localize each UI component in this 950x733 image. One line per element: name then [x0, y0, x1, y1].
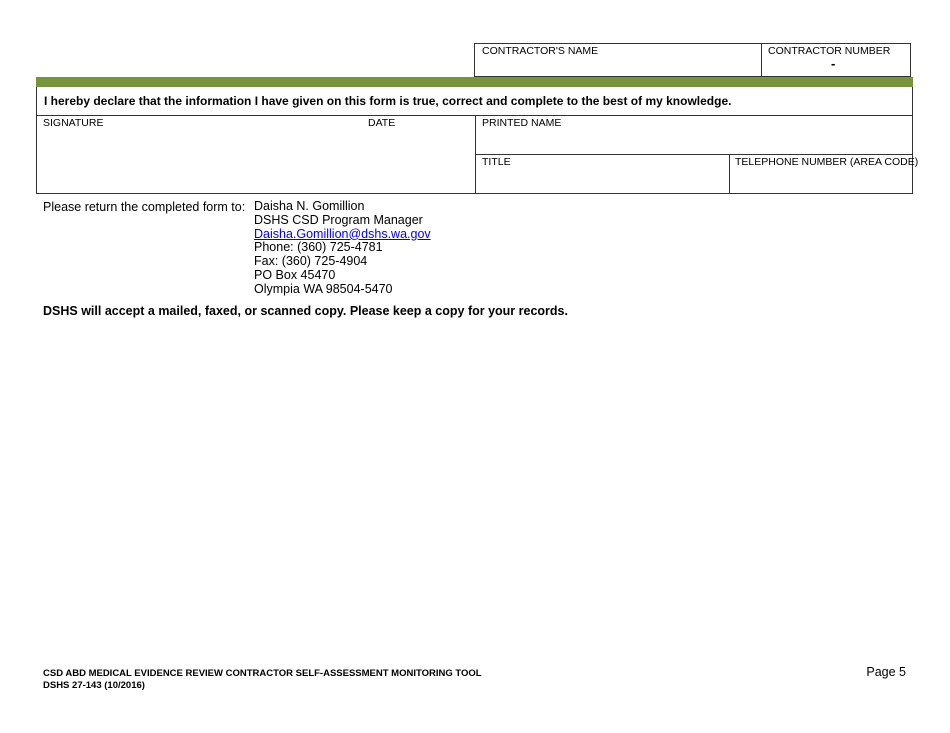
- title-field[interactable]: TITLE: [482, 156, 511, 168]
- contractor-number-value[interactable]: -: [831, 56, 836, 71]
- page-number: Page 5: [866, 665, 906, 679]
- section-accent-bar: [36, 77, 913, 87]
- contractor-box-divider: [761, 44, 762, 76]
- declaration-text: I hereby declare that the information I have given on this form is true, correct and complete to the best of my knowledge.: [44, 94, 732, 108]
- return-instructions-label: Please return the completed form to:: [43, 200, 246, 214]
- accept-copy-note: DSHS will accept a mailed, faxed, or scanned copy. Please keep a copy for your records.: [43, 304, 568, 318]
- contact-name: Daisha N. Gomillion: [254, 199, 365, 213]
- printed-name-divider: [475, 154, 912, 155]
- telephone-field[interactable]: TELEPHONE NUMBER (AREA CODE): [735, 156, 919, 168]
- contact-fax: Fax: (360) 725-4904: [254, 254, 368, 269]
- contact-phone: Phone: (360) 725-4781: [254, 240, 383, 255]
- contact-po-box: PO Box 45470: [254, 267, 336, 282]
- return-address-block: [254, 200, 431, 297]
- contact-email-link[interactable]: Daisha.Gomillion@dshs.wa.gov: [254, 226, 431, 241]
- date-field[interactable]: DATE: [368, 117, 396, 129]
- contact-city: Olympia WA 98504-5470: [254, 281, 393, 296]
- contractor-name-label: CONTRACTOR'S NAME: [482, 45, 599, 57]
- footer-title-block: [43, 668, 482, 691]
- contact-role: DSHS CSD Program Manager: [254, 212, 423, 227]
- printed-name-field[interactable]: PRINTED NAME: [482, 117, 562, 129]
- signature-table: [36, 87, 919, 194]
- contractor-number-label: CONTRACTOR NUMBER: [768, 45, 891, 57]
- footer-form-number: DSHS 27-143 (10/2016): [43, 679, 145, 691]
- title-phone-divider: [729, 154, 730, 193]
- footer-form-title: CSD ABD MEDICAL EVIDENCE REVIEW CONTRACTOR SELF-ASSESSMENT MONITORING TOOL: [43, 668, 482, 679]
- signature-field[interactable]: SIGNATURE: [43, 117, 104, 129]
- contractor-info-box: [474, 43, 911, 77]
